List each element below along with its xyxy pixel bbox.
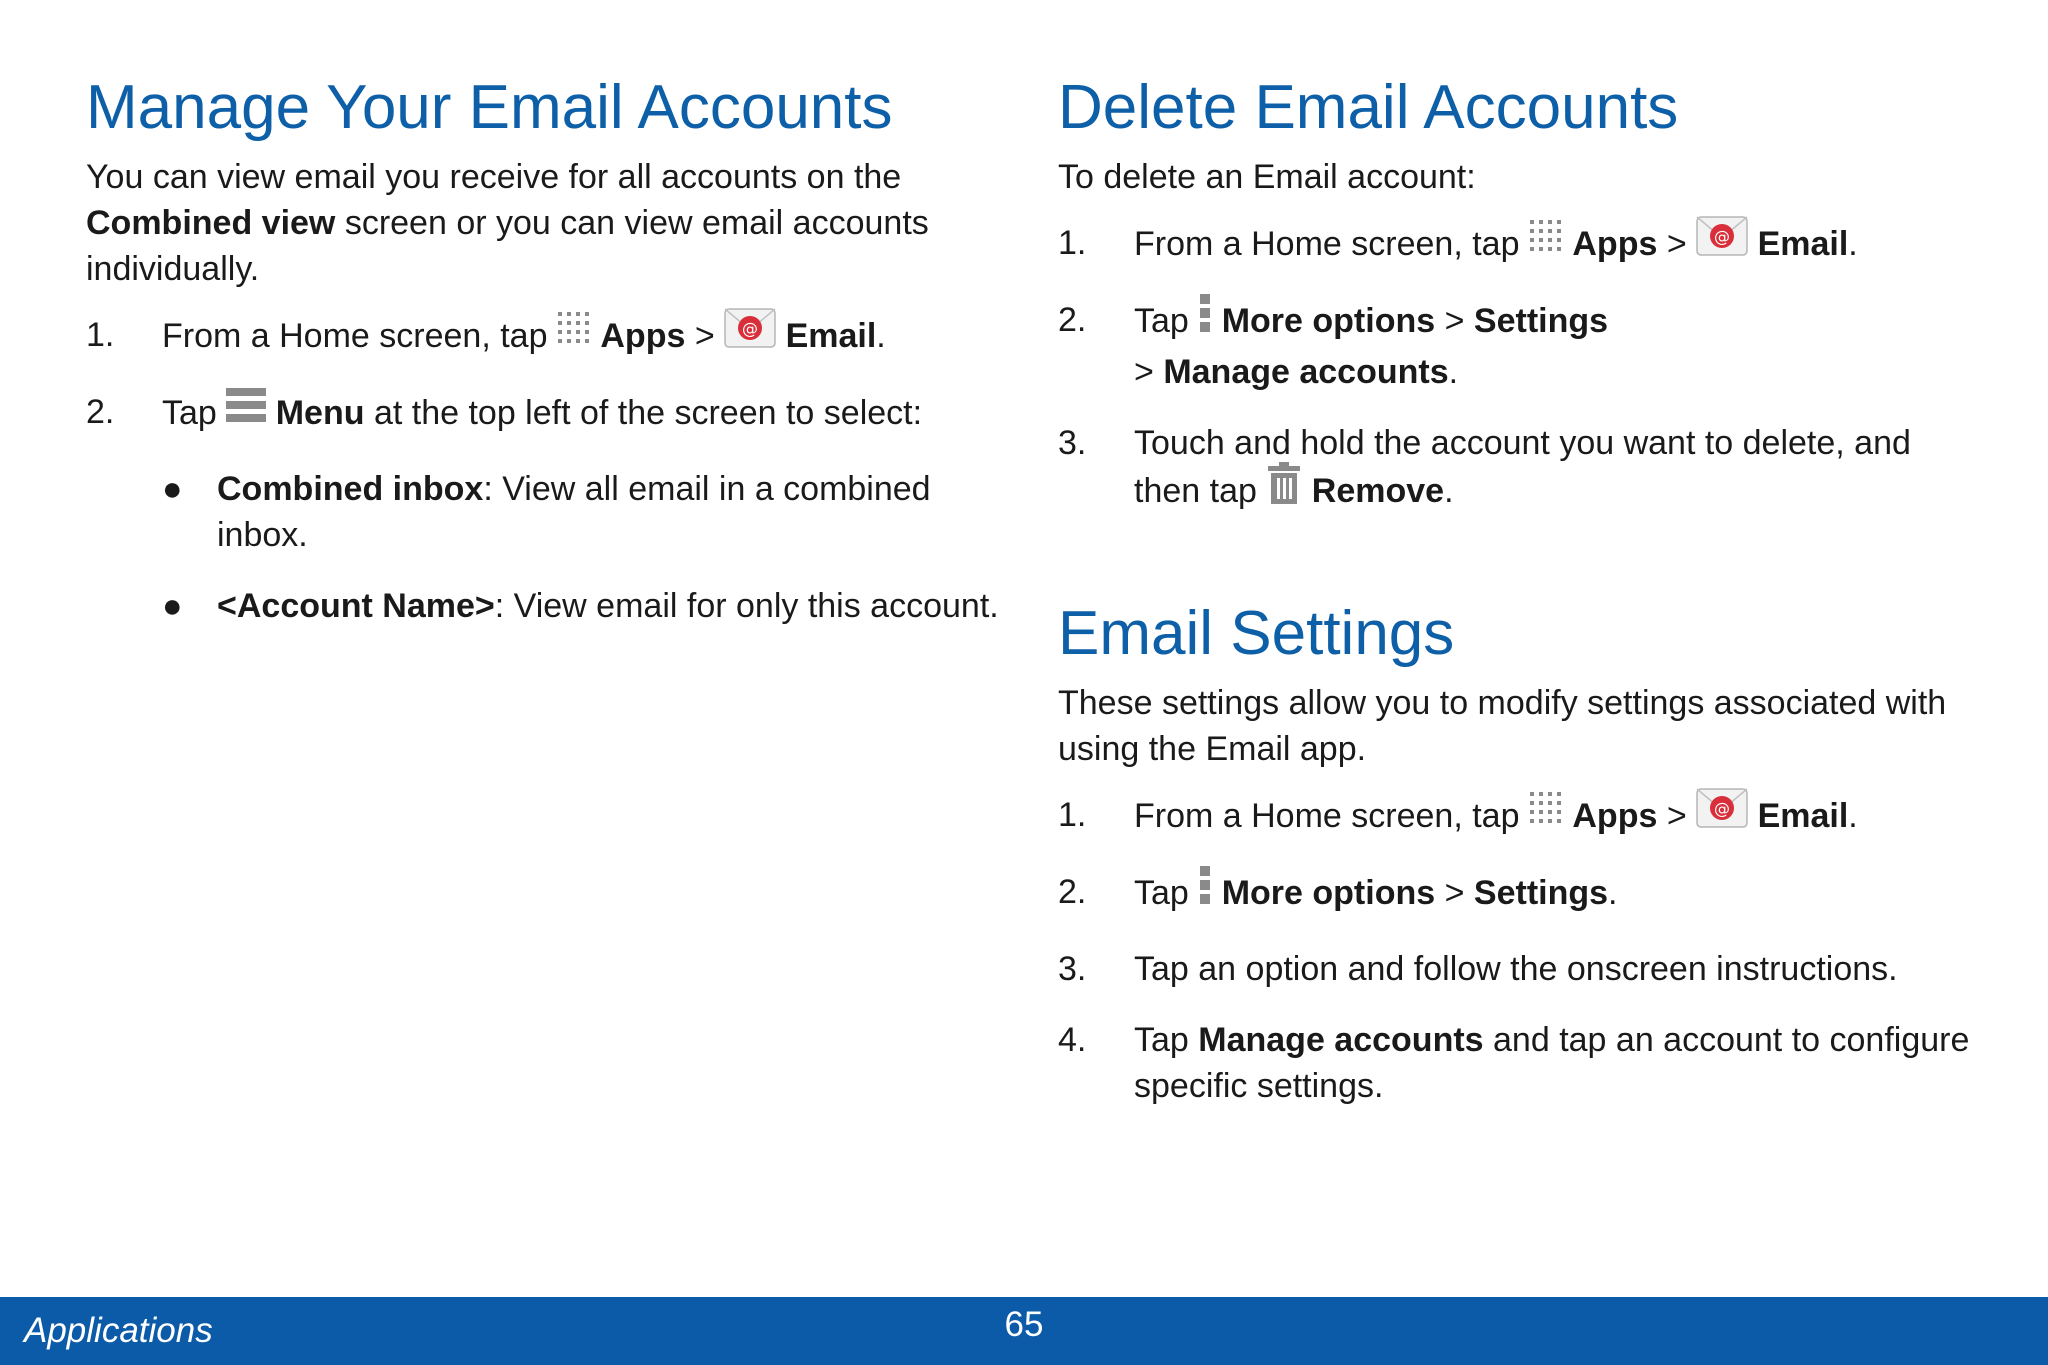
delete-accounts-intro: To delete an Email account: xyxy=(1058,158,1476,196)
page-footer xyxy=(0,1297,2048,1365)
email-settings-steps xyxy=(1058,792,1978,1109)
menu-icon xyxy=(226,385,266,437)
step-item: 3. Tap an option and follow the onscreen instructions. xyxy=(1058,950,1898,988)
step-item: 1. From a Home screen, tap Apps > @ Email. xyxy=(86,312,1006,364)
svg-text:@: @ xyxy=(742,319,759,338)
apps-grid-icon xyxy=(557,311,591,357)
email-app-icon xyxy=(1696,216,1748,268)
right-column xyxy=(1058,72,1978,1134)
menu-options-list xyxy=(162,466,1006,629)
email-settings-intro: These settings allow you to modify settings associated with using the Email app. xyxy=(1058,684,1947,768)
email-settings-heading: Email Settings xyxy=(1058,599,1455,668)
step-item: 2. Tap More options > Settings. xyxy=(1058,869,1978,921)
step-item: 3. Touch and hold the account you want to delete, and then tap Remove. xyxy=(1058,420,1978,520)
email-app-icon xyxy=(1696,788,1748,840)
step-item: 4. Tap Manage accounts and tap an account to configure specific settings. xyxy=(1058,1021,1970,1105)
list-item: ● Combined inbox: View all email in a combined inbox. xyxy=(162,470,931,554)
manage-accounts-steps xyxy=(86,312,1006,629)
more-options-icon xyxy=(1198,293,1212,345)
manage-accounts-intro: You can view email you receive for all accounts on the Combined view screen or you can view email accounts individually. xyxy=(86,158,929,288)
svg-text:@: @ xyxy=(1714,799,1731,818)
trash-icon xyxy=(1266,462,1302,516)
delete-accounts-heading: Delete Email Accounts xyxy=(1058,73,1679,142)
email-app-icon xyxy=(724,308,776,360)
list-item: ● <Account Name>: View email for only this account. xyxy=(162,587,999,625)
svg-text:@: @ xyxy=(1714,227,1731,246)
apps-grid-icon xyxy=(1529,219,1563,265)
step-item: 1. From a Home screen, tap Apps > @ Email. xyxy=(1058,220,1978,272)
more-options-icon xyxy=(1198,865,1212,917)
delete-accounts-steps xyxy=(1058,220,1978,520)
section-label: Applications xyxy=(24,1311,213,1350)
manage-accounts-heading: Manage Your Email Accounts xyxy=(86,73,893,142)
page-number: 65 xyxy=(1004,1305,1044,1344)
step-item: 1. From a Home screen, tap Apps > @ Email. xyxy=(1058,792,1978,844)
apps-grid-icon xyxy=(1529,791,1563,837)
left-column xyxy=(86,72,1006,654)
step-item: 2. Tap More options > Settings > Manage accounts. xyxy=(1058,297,1978,395)
step-item: 2. Tap Menu at the top left of the screen to select: ● Combined inbox: View all email in a combined inbox. ● <Account Name>: View email for only this account. xyxy=(86,389,1006,629)
